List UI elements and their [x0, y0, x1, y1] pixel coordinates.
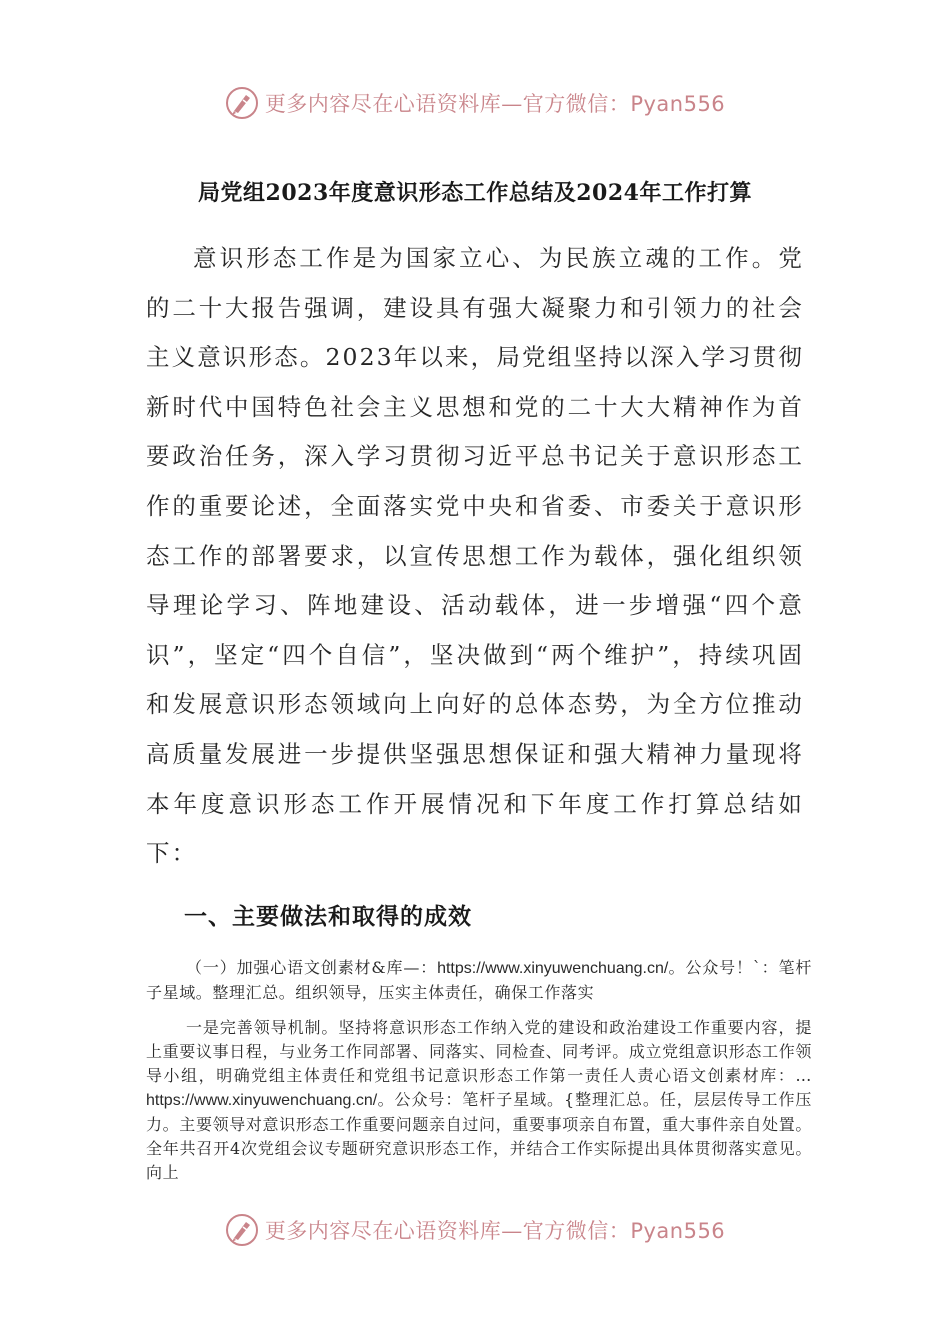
body-paragraph: 一是完善领导机制。坚持将意识形态工作纳入党的建设和政治建设工作重要内容，提上重要议事日程，与业务工作同部署、同落实、同检查、同考评。成立党组意识形态工作领导小组，明确党组主体责任和党组书记意识形态工作第一责任人责心语文创素材库：…https://www.xinyuwenchuang.cn/。公众号：笔杆子星域。{整理汇总。任，层层传导工作压力。主要领导对意识形态工作重要问题亲自过问，重要事项亲自布置，重大事件亲自处置。全年共召开4次党组会议专题研究意识形态工作，并结合工作实际提出具体贯彻落实意见。向上 [146, 1018, 812, 1182]
watermark-wechat-id: Pyan556 [630, 92, 726, 116]
pen-logo-icon [225, 86, 259, 120]
document-title: 局党组2023年度意识形态工作总结及2024年工作打算 [198, 180, 752, 206]
section-heading: 一、主要做法和取得的成效 [184, 903, 472, 930]
watermark-text: 更多内容尽在心语资料库—官方微信：Pyan556 [264, 92, 726, 116]
watermark-banner-bottom [0, 1210, 950, 1250]
watermark-text: 更多内容尽在心语资料库—官方微信：Pyan556 [264, 1219, 726, 1243]
watermark-banner-top [0, 83, 950, 123]
subsection-heading: （一）加强心语文创素材&库—：https://www.xinyuwenchuang.cn/。公众号！`：笔杆子星域。整理汇总。组织领导，压实主体责任，确保工作落实 [146, 958, 812, 1002]
watermark-wechat-id: Pyan556 [630, 1219, 726, 1243]
website-link[interactable]: https://www.xinyuwenchuang.cn/ [146, 1092, 378, 1109]
intro-paragraph: 意识形态工作是为国家立心、为民族立魂的工作。党的二十大报告强调，建设具有强大凝聚力和引领力的社会主义意识形态。2023年以来，局党组坚持以深入学习贯彻新时代中国特色社会主义思想和党的二十大大精神作为首要政治任务，深入学习贯彻习近平总书记关于意识形态工作的重要论述，全面落实党中央和省委、市委关于意识形态工作的部署要求，以宣传思想工作为载体，强化组织领导理论学习、阵地建设、活动载体，进一步增强“四个意识”，坚定“四个自信”，坚决做到“两个维护”，持续巩固和发展意识形态领域向上向好的总体态势，为全方位推动高质量发展进一步提供坚强思想保证和强大精神力量现将本年度意识形态工作开展情况和下年度工作打算总结如下： [146, 244, 804, 868]
pen-logo-icon [225, 1213, 259, 1247]
website-link[interactable]: https://www.xinyuwenchuang.cn/ [437, 960, 669, 977]
